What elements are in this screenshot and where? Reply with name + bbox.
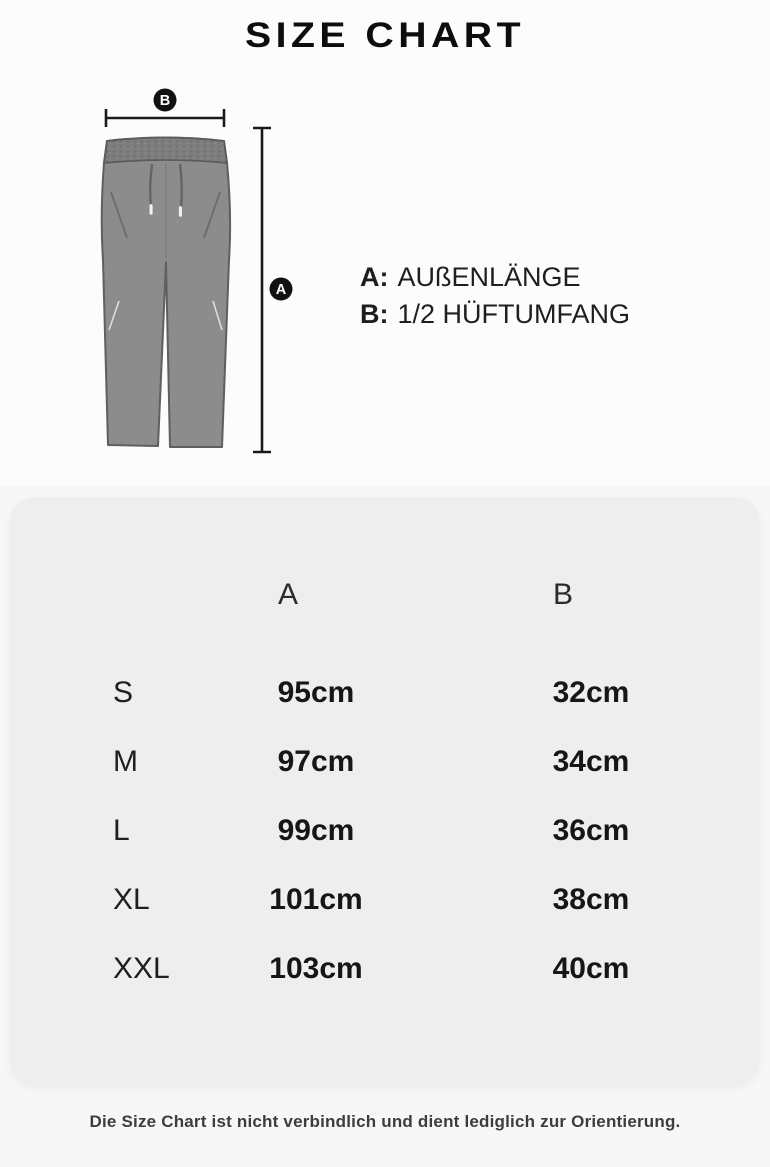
legend-label-a: AUßENLÄNGE bbox=[397, 262, 581, 292]
value-b-cell: 40cm bbox=[552, 951, 630, 985]
measure-line-b bbox=[106, 109, 224, 127]
pants-waistband bbox=[104, 138, 227, 164]
size-cell: S bbox=[113, 675, 134, 709]
value-a-cell: 97cm bbox=[277, 744, 355, 778]
legend-line-a bbox=[360, 259, 630, 296]
drawstring-left-aglet bbox=[149, 204, 153, 215]
pants-diagram bbox=[60, 85, 320, 470]
measure-line-a bbox=[253, 128, 271, 452]
table-row bbox=[10, 796, 760, 865]
legend-label-b: 1/2 HÜFTUMFANG bbox=[397, 299, 631, 329]
value-b-cell: 38cm bbox=[552, 882, 630, 916]
value-b-cell: 34cm bbox=[552, 744, 630, 778]
value-a-cell: 95cm bbox=[277, 675, 355, 709]
page-title: SIZE CHART bbox=[245, 16, 525, 55]
table-row bbox=[10, 658, 760, 727]
table-row bbox=[10, 727, 760, 796]
value-a-cell: 103cm bbox=[269, 951, 363, 985]
measurement-b-badge-label: B bbox=[159, 93, 171, 109]
size-cell: L bbox=[113, 813, 130, 847]
table-body bbox=[10, 658, 760, 1003]
table-row bbox=[10, 865, 760, 934]
legend-line-b bbox=[360, 296, 630, 333]
table-header-row bbox=[0, 569, 732, 621]
measurement-legend bbox=[360, 259, 630, 333]
size-cell: XL bbox=[113, 882, 150, 916]
drawstring-right-aglet bbox=[179, 206, 183, 217]
table-header-a: A bbox=[277, 578, 298, 611]
legend-key-b: B: bbox=[360, 299, 389, 329]
size-table-card bbox=[10, 497, 760, 1085]
table-row bbox=[10, 934, 760, 1003]
value-a-cell: 99cm bbox=[277, 813, 355, 847]
measurement-a-badge-label: A bbox=[275, 282, 287, 298]
value-a-cell: 101cm bbox=[269, 882, 363, 916]
table-header-b: B bbox=[552, 578, 573, 611]
legend-key-a: A: bbox=[360, 262, 389, 292]
footer-disclaimer: Die Size Chart ist nicht verbindlich und dient lediglich zur Orientierung. bbox=[89, 1112, 681, 1131]
size-cell: XXL bbox=[113, 951, 170, 985]
size-cell: M bbox=[113, 744, 138, 778]
value-b-cell: 32cm bbox=[552, 675, 630, 709]
value-b-cell: 36cm bbox=[552, 813, 630, 847]
